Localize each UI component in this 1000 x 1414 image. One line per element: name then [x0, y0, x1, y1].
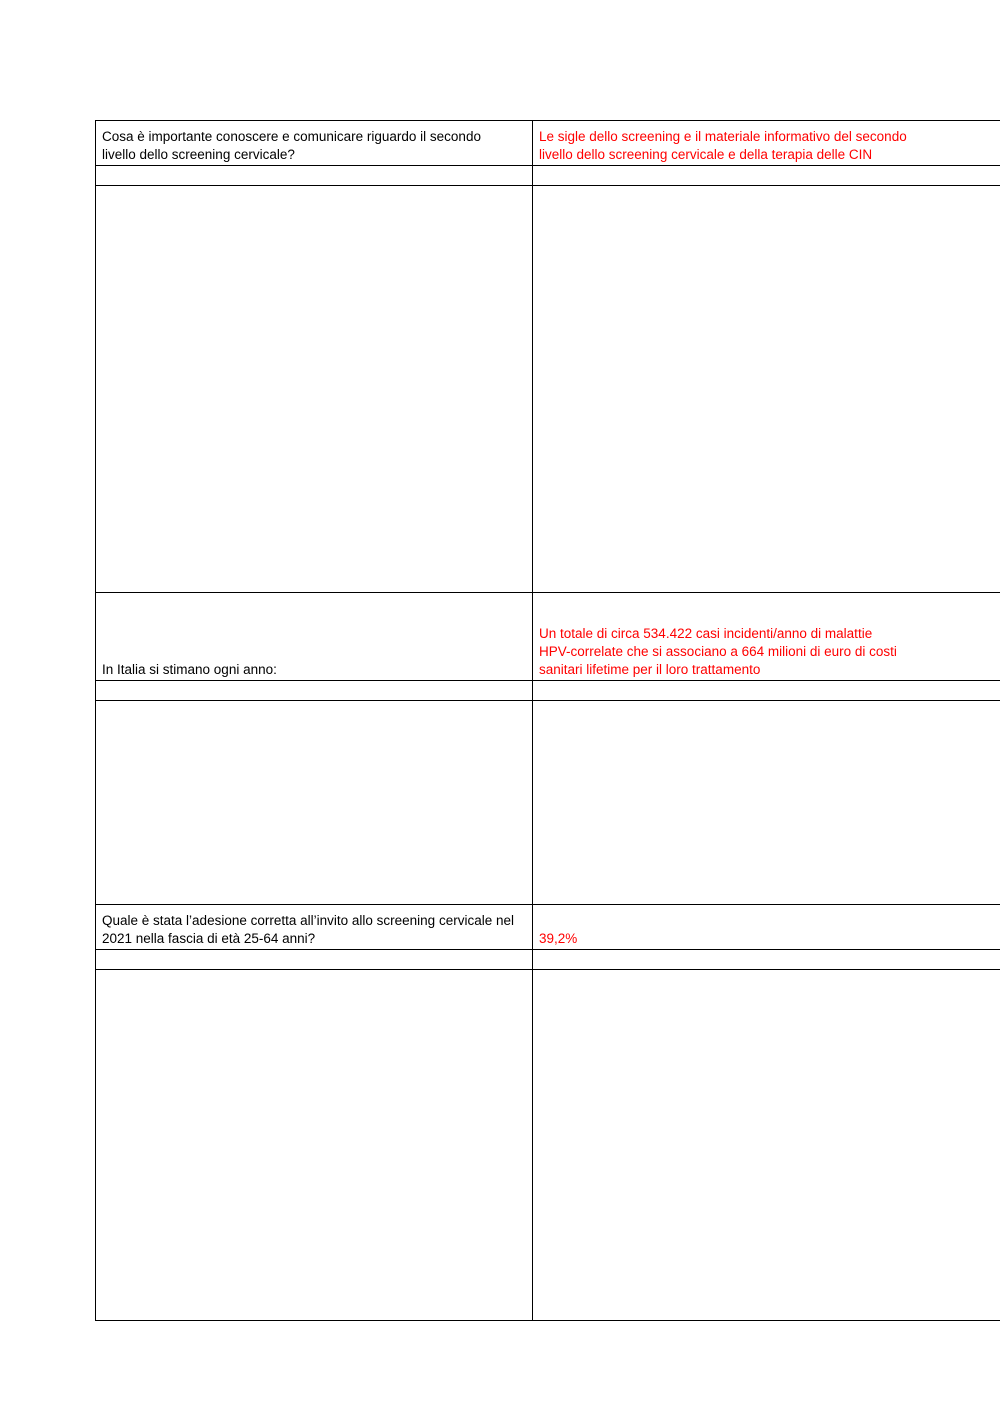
empty-cell — [533, 681, 1000, 701]
blank-row-1 — [96, 186, 1000, 593]
qa-row-1 — [96, 121, 1000, 166]
blank-row-3 — [96, 970, 1000, 1321]
empty-cell — [96, 166, 533, 186]
empty-cell — [533, 701, 1000, 905]
answer-cell-2 — [533, 593, 1000, 681]
qa-table — [95, 120, 1000, 1321]
blank-row-2 — [96, 701, 1000, 905]
empty-cell — [533, 970, 1000, 1321]
spacer-row-3 — [96, 950, 1000, 970]
qa-row-2 — [96, 593, 1000, 681]
spacer-row-2 — [96, 681, 1000, 701]
empty-cell — [533, 166, 1000, 186]
empty-cell — [96, 701, 533, 905]
answer-cell-1 — [533, 121, 1000, 166]
question-cell-2 — [96, 593, 533, 681]
empty-cell — [96, 681, 533, 701]
answer-text-3: 39,2% — [539, 931, 578, 946]
answer-text-1: Le sigle dello screening e il materiale informativo del secondo livello dello screening cervicale e della terapia delle CIN — [539, 129, 907, 162]
empty-cell — [96, 950, 533, 970]
empty-cell — [533, 950, 1000, 970]
empty-cell — [96, 970, 533, 1321]
question-text-3: Quale è stata l’adesione corretta all’invito allo screening cervicale nel 2021 nella fascia di età 25-64 anni? — [102, 913, 514, 946]
question-cell-3 — [96, 905, 533, 950]
spacer-row-1 — [96, 166, 1000, 186]
question-text-1: Cosa è importante conoscere e comunicare riguardo il secondo livello dello screening cervicale? — [102, 129, 481, 162]
question-text-2: In Italia si stimano ogni anno: — [102, 662, 277, 677]
answer-cell-3 — [533, 905, 1000, 950]
question-cell-1 — [96, 121, 533, 166]
qa-row-3 — [96, 905, 1000, 950]
empty-cell — [96, 186, 533, 593]
empty-cell — [533, 186, 1000, 593]
answer-text-2: Un totale di circa 534.422 casi incidenti/anno di malattie HPV-correlate che si associano a 664 milioni di euro di costi sanitari lifetime per il loro trattamento — [539, 626, 897, 677]
